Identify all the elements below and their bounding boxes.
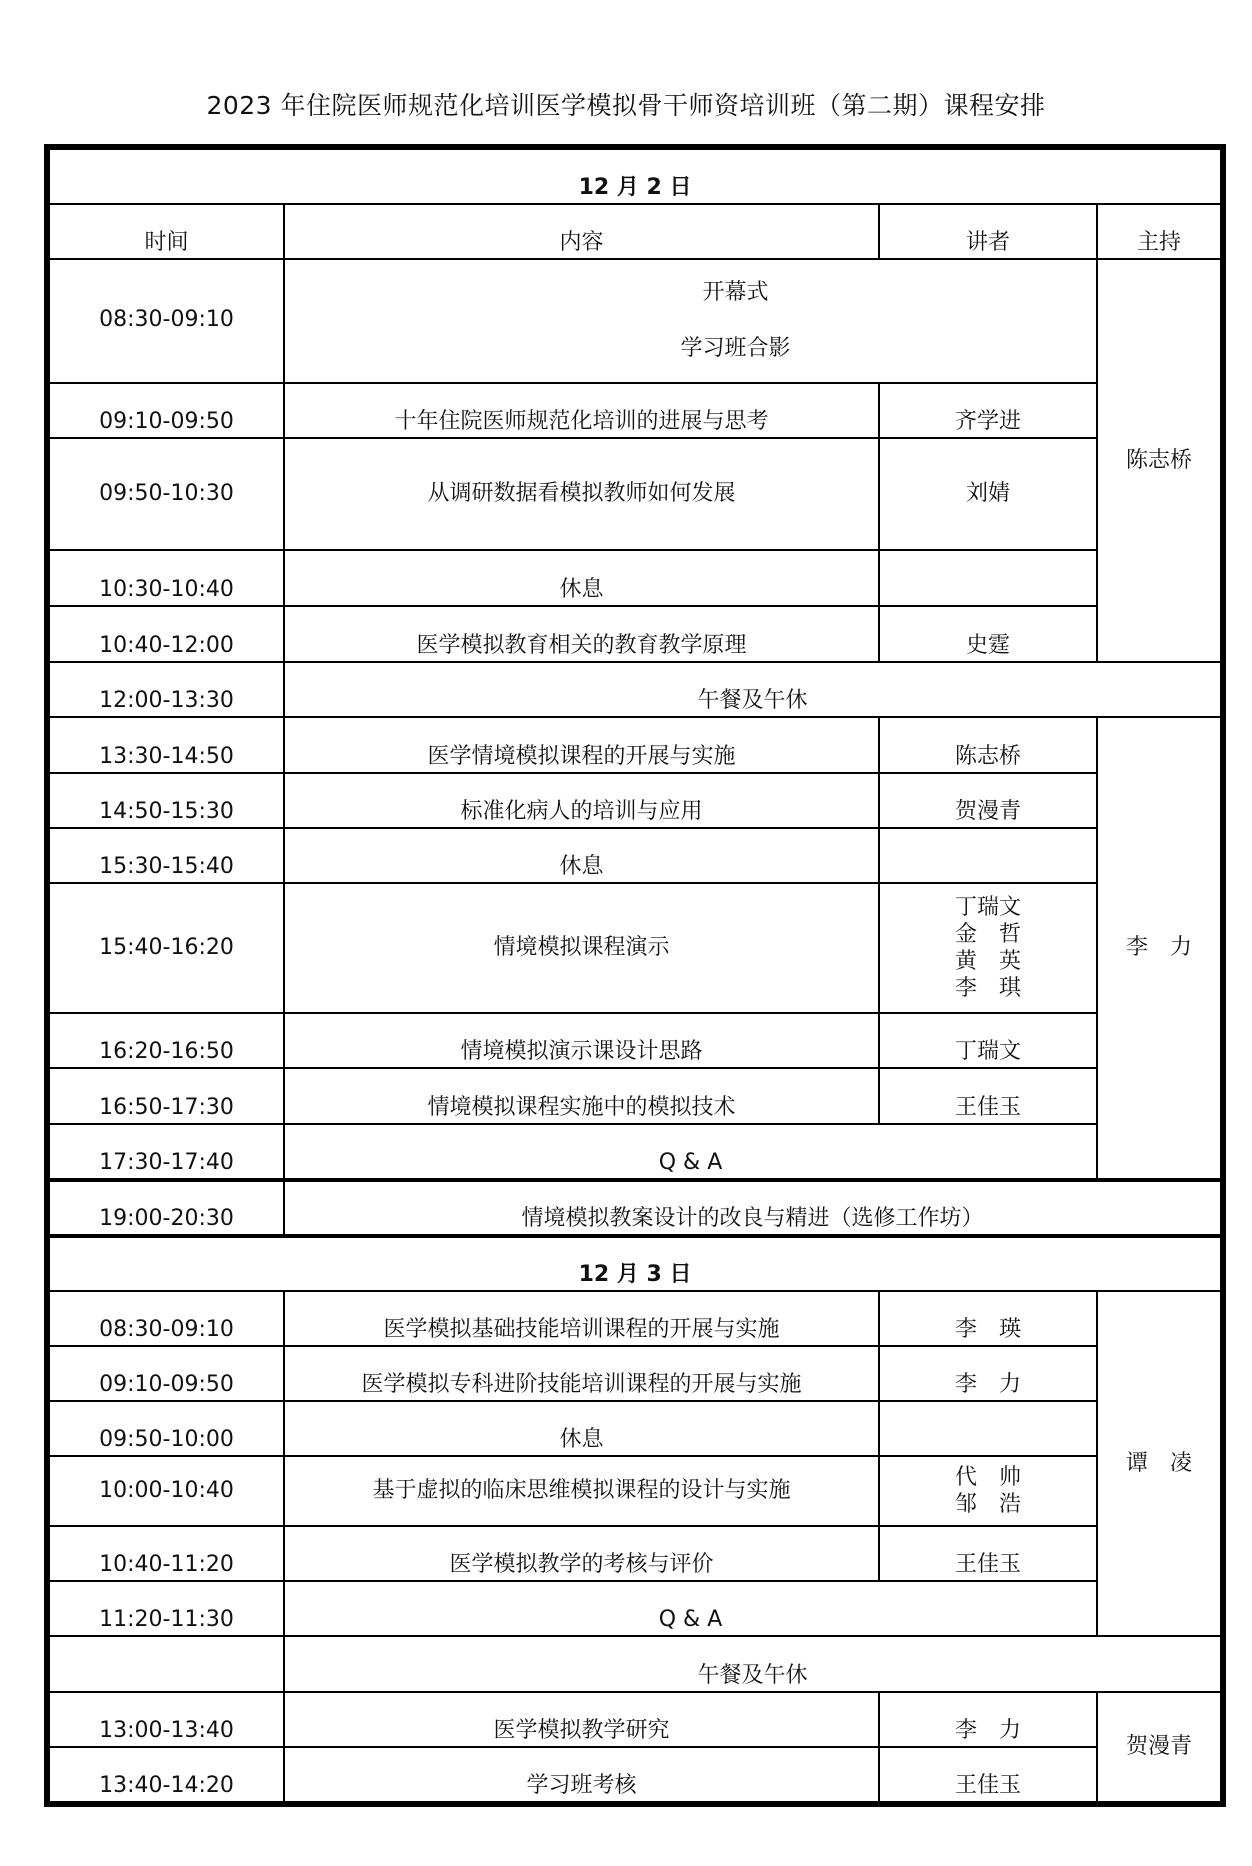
content-cell: 医学模拟基础技能培训课程的开展与实施 (284, 1291, 879, 1346)
time-cell: 14:50-15:30 (49, 773, 284, 828)
table-row (49, 773, 1221, 828)
table-row (49, 1180, 1221, 1236)
table-row (49, 1581, 1221, 1636)
speaker-name: 黄 英 (954, 949, 1021, 974)
table-row (49, 259, 1221, 383)
header-time: 时间 (49, 204, 284, 259)
speaker-cell (879, 828, 1097, 883)
content-cell: 情境模拟课程演示 (284, 883, 879, 1013)
table-row (49, 883, 1221, 1013)
column-header-row (49, 204, 1221, 259)
table-row (49, 828, 1221, 883)
time-cell: 16:50-17:30 (49, 1068, 284, 1124)
content-cell: 午餐及午休 (284, 1636, 1221, 1692)
content-cell: 学习班考核 (284, 1747, 879, 1802)
speaker-name: 金 哲 (954, 922, 1021, 947)
table-row (49, 717, 1221, 773)
table-row (49, 383, 1221, 438)
time-cell: 15:30-15:40 (49, 828, 284, 883)
content-cell: 基于虚拟的临床思维模拟课程的设计与实施 (284, 1456, 879, 1526)
table-row (49, 1692, 1221, 1747)
speaker-cell: 李 瑛 (879, 1291, 1097, 1346)
speaker-cell (879, 550, 1097, 606)
time-cell: 09:10-09:50 (49, 1346, 284, 1401)
header-content: 内容 (284, 204, 879, 259)
time-cell: 10:30-10:40 (49, 550, 284, 606)
content-cell: 情境模拟教案设计的改良与精进（选修工作坊） (284, 1180, 1221, 1236)
host-name: 谭 凌 (1126, 1450, 1193, 1476)
opening-ceremony: 开幕式 (702, 280, 769, 305)
host-cell (1097, 717, 1221, 1180)
host-cell (1097, 1291, 1221, 1636)
table-row (49, 1456, 1221, 1526)
speaker-cell (879, 883, 1097, 1013)
day1-date: 12 月 2 日 (49, 149, 1221, 204)
content-cell: Q & A (284, 1581, 1097, 1636)
table-row (49, 662, 1221, 717)
content-cell: 情境模拟演示课设计思路 (284, 1013, 879, 1068)
speaker-cell: 王佳玉 (879, 1526, 1097, 1581)
table-row (49, 1346, 1221, 1401)
time-cell: 09:50-10:00 (49, 1401, 284, 1456)
time-cell: 09:10-09:50 (49, 383, 284, 438)
table-row (49, 1526, 1221, 1581)
content-cell: 休息 (284, 1401, 879, 1456)
speaker-cell: 史霆 (879, 606, 1097, 662)
time-cell: 08:30-09:10 (49, 259, 284, 383)
time-cell: 08:30-09:10 (49, 1291, 284, 1346)
table-row (49, 1401, 1221, 1456)
content-cell: 从调研数据看模拟教师如何发展 (284, 438, 879, 550)
time-cell: 12:00-13:30 (49, 662, 284, 717)
time-cell: 17:30-17:40 (49, 1124, 284, 1180)
day2-date: 12 月 3 日 (49, 1236, 1221, 1291)
day1-header-row (49, 149, 1221, 204)
content-cell: 医学模拟教学的考核与评价 (284, 1526, 879, 1581)
speaker-name: 代 帅 (954, 1465, 1021, 1490)
host-cell (1097, 259, 1221, 662)
table-row (49, 1124, 1221, 1180)
time-cell: 10:40-12:00 (49, 606, 284, 662)
time-cell: 10:40-11:20 (49, 1526, 284, 1581)
speaker-cell: 贺漫青 (879, 773, 1097, 828)
table-row (49, 1068, 1221, 1124)
content-cell: 医学情境模拟课程的开展与实施 (284, 717, 879, 773)
content-cell: 标准化病人的培训与应用 (284, 773, 879, 828)
speaker-cell: 刘婧 (879, 438, 1097, 550)
speaker-name: 丁瑞文 (954, 895, 1021, 920)
time-cell: 10:00-10:40 (49, 1456, 284, 1526)
table-row (49, 606, 1221, 662)
time-cell: 13:30-14:50 (49, 717, 284, 773)
table-row (49, 1013, 1221, 1068)
speaker-list (955, 1464, 1021, 1518)
table-row (49, 1636, 1221, 1692)
time-cell: 16:20-16:50 (49, 1013, 284, 1068)
table-row (49, 550, 1221, 606)
speaker-cell (879, 1456, 1097, 1526)
header-speaker: 讲者 (879, 204, 1097, 259)
speaker-cell: 陈志桥 (879, 717, 1097, 773)
header-host: 主持 (1097, 204, 1221, 259)
table-row (49, 1291, 1221, 1346)
host-cell (1097, 1692, 1221, 1802)
content-cell: 休息 (284, 828, 879, 883)
speaker-cell: 李 力 (879, 1346, 1097, 1401)
content-cell: 十年住院医师规范化培训的进展与思考 (284, 383, 879, 438)
content-cell: 情境模拟课程实施中的模拟技术 (284, 1068, 879, 1124)
speaker-cell: 齐学进 (879, 383, 1097, 438)
time-cell: 11:20-11:30 (49, 1581, 284, 1636)
content-cell: 午餐及午休 (284, 662, 1221, 717)
time-cell (49, 1636, 284, 1692)
time-cell: 15:40-16:20 (49, 883, 284, 1013)
table-row (49, 1747, 1221, 1802)
day2-header-row (49, 1236, 1221, 1291)
speaker-cell: 王佳玉 (879, 1068, 1097, 1124)
content-cell: 医学模拟教育相关的教育教学原理 (284, 606, 879, 662)
speaker-cell: 王佳玉 (879, 1747, 1097, 1802)
speaker-cell: 丁瑞文 (879, 1013, 1097, 1068)
speaker-cell (879, 1401, 1097, 1456)
content-cell (284, 259, 1097, 383)
speaker-name: 李 琪 (954, 976, 1021, 1001)
group-photo: 学习班合影 (680, 336, 791, 361)
host-name: 李 力 (1126, 935, 1193, 960)
time-cell: 19:00-20:30 (49, 1180, 284, 1236)
host-name: 贺漫青 (1126, 1734, 1193, 1759)
content-cell: Q & A (284, 1124, 1097, 1180)
schedule-table (48, 148, 1222, 1803)
content-cell: 医学模拟专科进阶技能培训课程的开展与实施 (284, 1346, 879, 1401)
time-cell: 13:40-14:20 (49, 1747, 284, 1802)
page-title: 2023 年住院医师规范化培训医学模拟骨干师资培训班（第二期）课程安排 (206, 91, 1046, 120)
host-name: 陈志桥 (1126, 447, 1193, 473)
speaker-name: 邹 浩 (954, 1492, 1021, 1517)
time-cell: 09:50-10:30 (49, 438, 284, 550)
time-cell: 13:00-13:40 (49, 1692, 284, 1747)
content-cell: 医学模拟教学研究 (284, 1692, 879, 1747)
speaker-cell: 李 力 (879, 1692, 1097, 1747)
table-row (49, 438, 1221, 550)
content-cell: 休息 (284, 550, 879, 606)
speaker-list (955, 894, 1021, 1002)
